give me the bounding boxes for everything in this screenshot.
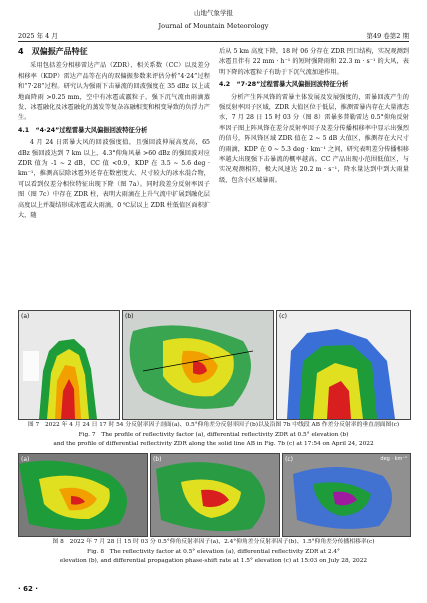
panel-label: (a) [21,313,30,320]
caption-cn: 图 7 2022 年 4 月 24 日 17 时 54 分反射率因子剖面(a)、0.5°仰角差分反射率因子(b)以及沿图 7b 中线段 AB 作差分反射率的垂直剖面图(c) [27,422,400,428]
panel-label: (b) [125,313,134,320]
figure8-panel-c [282,453,411,537]
section-title: 4 双偏振产品特征 [18,47,88,56]
unit-label: deg · km⁻¹ [380,456,407,462]
subsection-title: 4.2 “7·28”过程雷暴大风偏振回波特征分析 [219,81,349,89]
paragraph: 后从 5 km 高度下降，18 时 06 分存在 ZDR 凹口结构，实况观测到冰雹且伴有 22 mm · h⁻¹ 的短时强降雨和 22.3 m · s⁻¹ 的大风，表明下降的冰雹粒子有助于下沉气流加速作用。 [219,48,409,76]
caption-en: Fig. 7 The profile of reflectivity factor (a), differential reflectivity ZDR at 0.5° elevation (b) [78,431,349,438]
journal-name-en: Journal of Mountain Meteorology [158,22,269,30]
figure8-caption [18,538,409,567]
right-column [219,47,409,186]
caption-en: and the profile of differential reflectivity ZDR along the solid line AB in Fig. 7b (c) at 17:54 on April 24, 2022 [53,441,374,447]
figure7-panel-b [122,310,274,420]
zdr-profile-image [277,311,410,419]
issue-date: 2025 年 4 月 [18,32,58,40]
figure8-panel-b [150,453,280,537]
figure7-caption [18,421,409,450]
left-column [18,47,210,222]
caption-cn: 图 8 2022 年 7 月 28 日 15 时 03 分 0.5°仰角反射率因子(a)、2.4°仰角差分反射率因子(b)、1.5°仰角差分传播相移率(c) [52,539,375,545]
zdr-ppi-image [151,454,279,536]
subsection-title: 4.1 “4·24”过程雷暴大风偏振回波特征分析 [18,126,148,134]
zdr-ppi-image [123,311,273,419]
kdp-ppi-image [283,454,410,536]
journal-name-cn: 山地气象学报 [194,9,233,17]
figure7-panel-a [18,310,120,420]
reflectivity-profile-image [19,311,119,419]
reflectivity-ppi-image [19,454,147,536]
panel-label: (c) [279,313,287,320]
figure7-panel-c [276,310,411,420]
caption-en: elevation (b), and differential propagation phase-shift rate at 1.5° elevation (c) at 15:03 on July 28, 2022 [59,558,368,564]
panel-label: (c) [285,456,293,463]
figure8-panel-a [18,453,148,537]
panel-label: (a) [21,456,30,463]
paragraph: 4 月 24 日雷暴大风的回波强度值，且强回波伸展高度高，65 dBz 强回波达到 7 km 以上，4.3°仰角风暴 >60 dBz 的强回波对应 ZDR 值为 -1 ~ 2 dB，CC 值 <0.9，KDP 在 3.5 ~ 5.6 deg · km⁻¹，推测高层除冰雹外还存在数密度大、尺寸较大的冰水混合物，可以看到仅差分相位特征出现下降（图 7a）。同时段差分反射率因子图（图 7c）中存在 ZDR 柱，表明大雨滴在上升气流中扩展到融化层高度以上并凝结形成冰雹或大雨滴，0 ℃层以上 ZDR 柱低值区面积扩大，随 [18,139,210,220]
running-header [0,9,427,30]
caption-en: Fig. 8 The reflectivity factor at 0.5° elevation (a), differential reflectivity ZDR at 2.4° [87,548,340,555]
volume-issue: 第49 卷第2 期 [366,32,409,40]
paragraph: 分析产生阵风锋的雷暴主体发展及发展强度的，雷暴回波产生的强反射率因子区域，ZDR 大值区位于低层，推测雷暴内存在大量液态水，7 月 28 日 15 时 03 分（图 8）雷暴多普勒雷达 0.5°仰角反射率因子图上阵风锋在差分反射率因子及差分传播相移率中显示出强烈的信号，阵风锋区域 ZDR 值在 2 ~ 5 dB 大值区，推测存在大尺寸的雨滴，KDP 在 0 ~ 5.3 deg · km⁻¹ 之间，研究表明差分传播相移率越大出现强下击暴流的概率越高。CC 产品出现小范围低值区，与实况观测相符，极大风速达 20.2 m · s⁻¹，降水量达到中到大雨量级，包含小区域暴雨。 [219,93,409,184]
page-number: · 62 · [18,585,38,593]
panel-label: (b) [153,456,162,463]
paragraph: 采用包括差分相移雷达产品（ZDR）、相关系数（CC）以及差分相移率（KDP）雷达产品等在内的双偏振参数来评估分析“4·24”过程和“7·28”过程。研究认为强雨下击暴流的回波强度在 35 dBz 以上或地面降雨 >0.25 mm，空中有冰雹或霰粒子，强下沉气流由雨滴蒸发、冰雹融化及冰雹融化的蒸发等复杂冻融相变和相变导致的负浮力产生。 [18,62,210,122]
header-rule [18,41,409,42]
